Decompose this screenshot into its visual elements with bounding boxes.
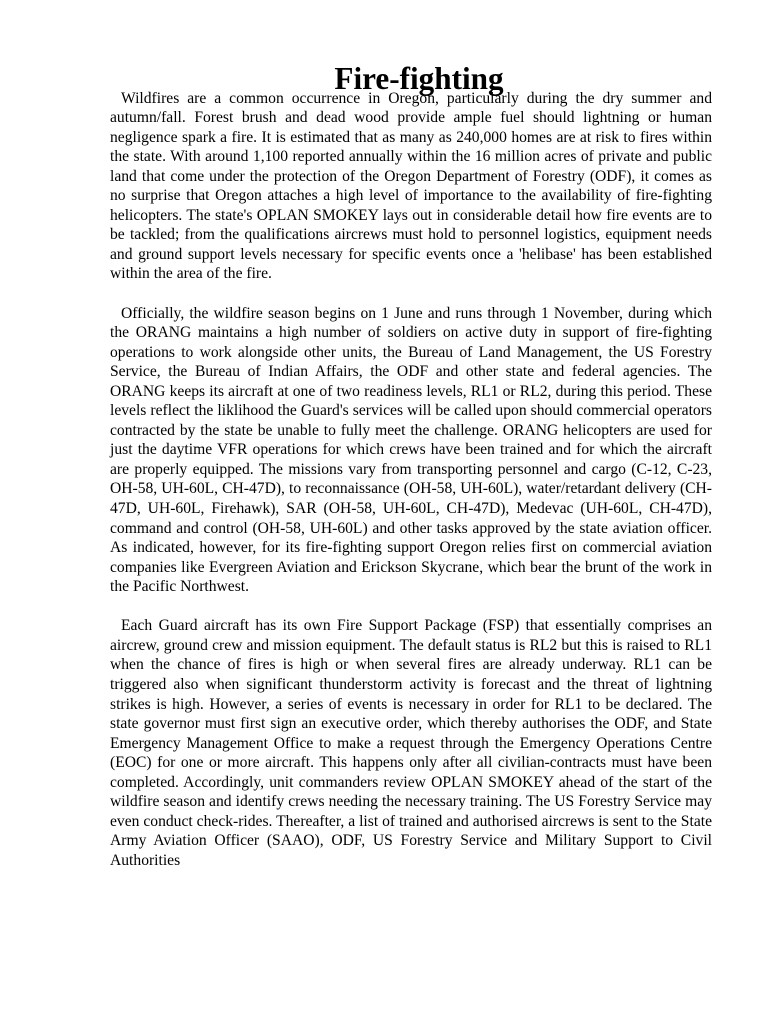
paragraph-3: Each Guard aircraft has its own Fire Support Package (FSP) that essentially comprises an aircrew, ground crew and mission equipment. The default status is RL2 but this is raised to RL1 when the chance of fires is high or when several fires are already underway. RL1 can be triggered also when significant thunderstorm activity is forecast and the threat of lightning strikes is high. However, a series of events is necessary in order for RL1 to be declared. The state governor must first sign an executive order, which thereby authorises the ODF, and State Emergency Management Office to make a request through the Emergency Operations Centre (EOC) for one or more aircraft. This happens only after all civilian-contracts must have been completed. Accordingly, unit commanders review OPLAN SMOKEY ahead of the start of the wildfire season and identify crews needing the necessary training. The US Forestry Service may even conduct check-rides. Thereafter, a list of trained and authorised aircrews is sent to the State Army Aviation Officer (SAAO), ODF, US Forestry Service and Military Support to Civil Authorities xyxy=(110,617,712,869)
document-page xyxy=(110,61,712,870)
paragraph-1: Wildfires are a common occurrence in Oregon, particularly during the dry summer and autumn/fall. Forest brush and dead wood provide ample fuel should lightning or human negligence spark a fire. It is estimated that as many as 240,000 homes are at risk to fires within the state. With around 1,100 reported annually within the 16 million acres of private and public land that come under the protection of the Oregon Department of Forestry (ODF), it comes as no surprise that Oregon attaches a high level of importance to the availability of fire-fighting helicopters. The state's OPLAN SMOKEY lays out in considerable detail how fire events are to be tackled; from the qualifications aircrews must hold to personnel logistics, equipment needs and ground support levels necessary for specific events once a 'helibase' has been established within the area of the fire. xyxy=(110,89,712,283)
paragraph-2: Officially, the wildfire season begins on 1 June and runs through 1 November, during which the ORANG maintains a high number of soldiers on active duty in support of fire-fighting operations to work alongside other units, the Bureau of Land Management, the US Forestry Service, the Bureau of Indian Affairs, the ODF and other state and federal agencies. The ORANG keeps its aircraft at one of two readiness levels, RL1 or RL2, during this period. These levels reflect the liklihood the Guard's services will be called upon should commercial operators contracted by the state be unable to fully meet the challenge. ORANG helicopters are used for just the daytime VFR operations for which crews have been trained and for which the aircraft are properly equipped. The missions vary from transporting personnel and cargo (C-12, C-23, OH-58, UH-60L, CH-47D), to reconnaissance (OH-58, UH-60L), water/retardant delivery (CH-47D, UH-60L, Firehawk), SAR (OH-58, UH-60L, CH-47D), Medevac (UH-60L, CH-47D), command and control (OH-58, UH-60L) and other tasks approved by the state aviation officer. As indicated, however, for its fire-fighting support Oregon relies first on commercial aviation companies like Evergreen Aviation and Erickson Skycrane, which bear the brunt of the work in the Pacific Northwest. xyxy=(110,304,712,596)
document-title: Fire-fighting xyxy=(334,61,504,96)
